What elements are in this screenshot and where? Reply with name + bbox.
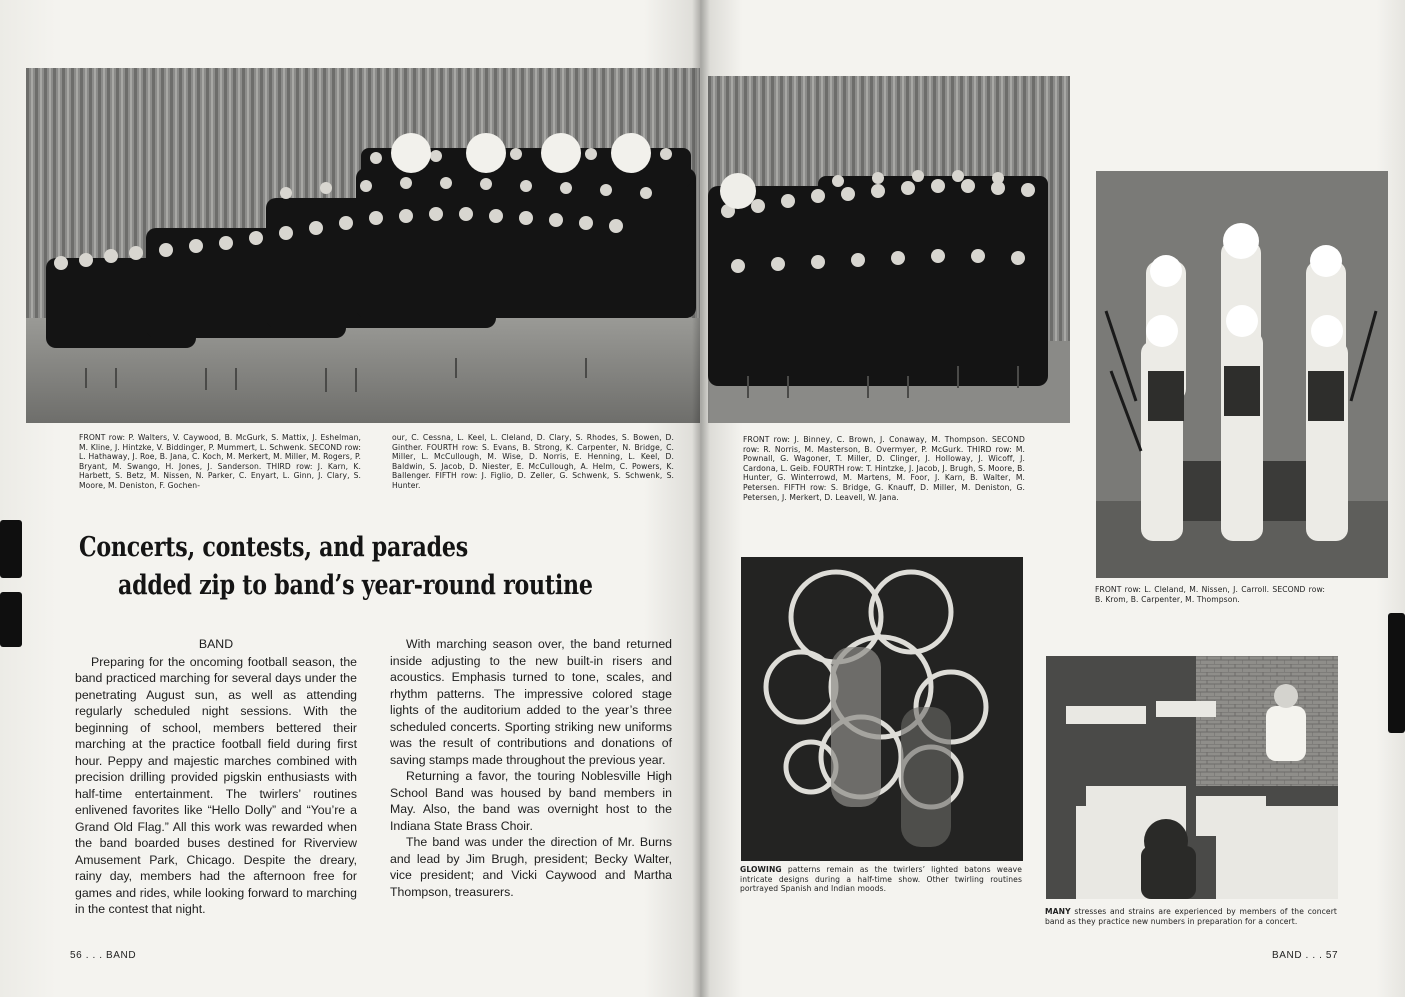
article-paragraph: Returning a favor, the touring Noblesville High School Band was housed by band members in May. Also, the band was overnight host to the Indiana State Brass Choir. xyxy=(390,769,672,833)
article-paragraph: The band was under the direction of Mr. Burns and lead by Jim Brugh, president; Becky Walter, vice president; and Vicki Caywood and Martha Thompson, treasurers. xyxy=(390,835,672,899)
page-folio-right: BAND . . . 57 xyxy=(1272,950,1339,961)
article-column-1 xyxy=(75,636,357,918)
binder-clip-left-upper xyxy=(0,520,22,578)
rehearsal-caption xyxy=(1045,907,1337,926)
left-page xyxy=(0,0,700,997)
book-gutter xyxy=(692,0,710,997)
page-folio-left: 56 . . . BAND xyxy=(70,950,137,961)
band-photo-caption-left-continued: our, C. Cessna, L. Keel, L. Cleland, D. Clary, S. Rhodes, S. Bowen, D. Ginther. FOURTH row: S. Evans, B. Strong, K. Carpenter, N. Bridge, C. Miller, L. McCullough, M. Wise, D. Norris, E. Henning, L. Keel, D. Baldwin, S. Jacob, D. Niester, E. McCullough, A. Helm, C. Powers, K. Ballenger. FIFTH row: J. Figlio, D. Zeller, G. Schwenk, S. Schwenk, S. Hunter. xyxy=(392,433,674,490)
twirlers-caption: FRONT row: L. Cleland, M. Nissen, J. Carroll. SECOND row: B. Krom, B. Carpenter, M. Thompson. xyxy=(1095,585,1325,604)
right-page xyxy=(700,0,1405,997)
article-column-2 xyxy=(390,636,672,900)
headline-line-2: added zip to band’s year-round routine xyxy=(118,570,593,601)
batons-caption-text: patterns remain as the twirlers’ lighted batons weave intricate designs during a half-time show. Other twirling routines portrayed Spanish and Indian moods. xyxy=(740,865,1022,894)
band-photo-caption-left: FRONT row: P. Walters, V. Caywood, B. McGurk, S. Mattix, J. Eshelman, M. Kline, J. Hintzke, V. Biddinger, P. Mummert, L. Schwenk. SECOND row: L. Hathaway, J. Roe, B. Jana, C. Koch, M. Merkert, M. Miller, M. Rogers, P. Bryant, M. Swango, H. Jones, J. Sanderson. THIRD row: J. Karn, K. Harbett, S. Betz, M. Nissen, N. Parker, C. Enyart, L. Ginn, J. Clary, S. Moore, M. Deniston, F. Gochen- xyxy=(79,433,361,490)
rehearsal-caption-text: stresses and strains are experienced by members of the concert band as they practice new numbers in preparation for a concert. xyxy=(1045,907,1337,926)
batons-caption-lead: GLOWING xyxy=(740,865,782,874)
binder-clip-left-lower xyxy=(0,592,22,647)
lighted-batons-photo xyxy=(741,557,1023,861)
band-photo-caption-right: FRONT row: J. Binney, C. Brown, J. Conaway, M. Thompson. SECOND row: R. Norris, M. Masterson, B. Overmyer, P. McGurk. THIRD row: M. Pownall, G. Wagoner, T. Miller, D. Clinger, J. Holloway, J. Wicoff, J. Cardona, L. Geib. FOURTH row: T. Hintzke, J. Jacob, J. Brugh, S. Moore, B. Hunter, G. Winterrowd, M. Martens, M. Foor, J. Karn, B. Walter, M. Petersen. FIFTH row: S. Bridge, G. Knauff, D. Miller, M. Deniston, G. Petersen, J. Merkert, D. Leavell, W. Jana. xyxy=(743,435,1025,502)
article-section-heading: BAND xyxy=(198,637,234,651)
band-group-photo-right xyxy=(708,76,1070,423)
band-group-photo-left xyxy=(26,68,700,423)
rehearsal-caption-lead: MANY xyxy=(1045,907,1071,916)
rehearsal-photo xyxy=(1046,656,1338,899)
headline-line-1: Concerts, contests, and parades xyxy=(79,532,468,563)
twirlers-photo xyxy=(1096,171,1388,578)
binder-clip-right xyxy=(1388,613,1405,733)
batons-caption xyxy=(740,865,1022,894)
article-paragraph: With marching season over, the band returned inside adjusting to the new built-in risers and acoustics. Emphasis turned to tone, scales, and rhythm patterns. The impressive colored stage lights of the auditorium added to the year’s three scheduled concerts. Sporting striking new uniforms was the result of contributions and donations of saving stamps made throughout the previous year. xyxy=(390,637,672,767)
article-paragraph: Preparing for the oncoming football season, the band practiced marching for several days under the penetrating August sun, as well as attending regularly scheduled night sessions. With the beginning of school, members bettered their marching at the practice football field during first hour. Peppy and majestic marches combined with precision drilling provided pigskin enthusiasts with half-time entertainment. The twirlers’ routines enlivened favorites like “Hello Dolly” and “You’re a Grand Old Flag.” All this work was rewarded when the band boarded buses destined for Riverview Amusement Park, Chicago. Despite the dreary, rainy day, members had the afternoon free for games and rides, while looking forward to marching in the contest that night. xyxy=(75,654,357,916)
